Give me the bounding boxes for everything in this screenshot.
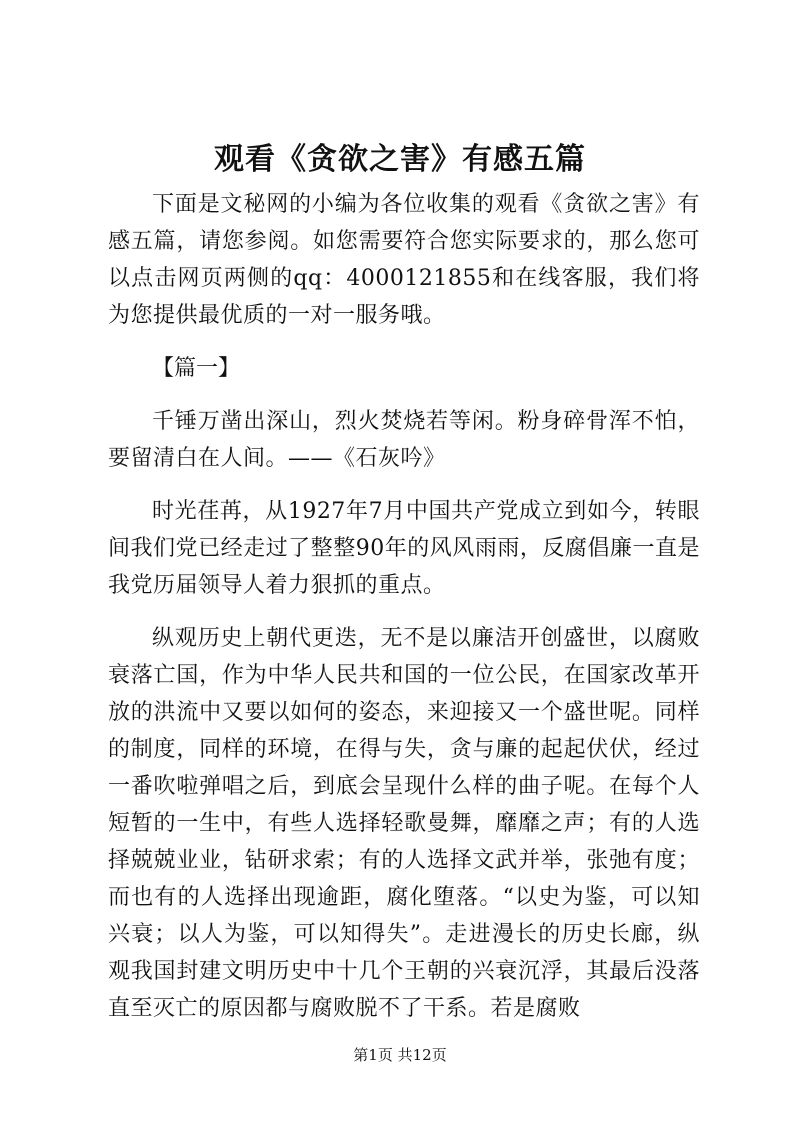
page-footer: 第1页 共12页 [353, 1046, 447, 1064]
reflection-paragraph: 纵观历史上朝代更迭，无不是以廉洁开创盛世，以腐败衰落亡国，作为中华人民共和国的一位公民，在国家改革开放的洪流中又要以如何的姿态，来迎接又一个盛世呢。同样的制度，同样的环境，在得与失，贪与廉的起起伏伏，经过一番吹啦弹唱之后，到底会呈现什么样的曲子呢。在每个人短暂的一生中，有些人选择轻歌曼舞，靡靡之声；有的人选择兢兢业业，钻研求索；有的人选择文武并举，张弛有度；而也有的人选择出现逾距，腐化堕落。“以史为鉴，可以知兴衰；以人为鉴，可以知得失”。走进漫长的历史长廊，纵观我国封建文明历史中十几个王朝的兴衰沉浮，其最后没落直至灭亡的原因都与腐败脱不了干系。若是腐败 [108, 626, 700, 1021]
intro-paragraph: 下面是文秘网的小编为各位收集的观看《贪欲之害》有感五篇，请您参阅。如您需要符合您实际要求的，那么您可以点击网页两侧的qq：4000121855和在线客服，我们将为您提供最优质的一对一服务哦。 [108, 192, 700, 328]
section-label: 【篇一】 [152, 356, 241, 381]
poem-paragraph: 千锤万凿出深山，烈火焚烧若等闲。粉身碎骨浑不怕，要留清白在人间。——《石灰吟》 [108, 409, 700, 471]
history-paragraph: 时光荏苒，从1927年7月中国共产党成立到如今，转眼间我们党已经走过了整整90年的风风雨雨，反腐倡廉一直是我党历届领导人着力狠抓的重点。 [108, 499, 700, 598]
document-title: 观看《贪欲之害》有感五篇 [214, 142, 586, 177]
document-body [108, 186, 700, 1027]
